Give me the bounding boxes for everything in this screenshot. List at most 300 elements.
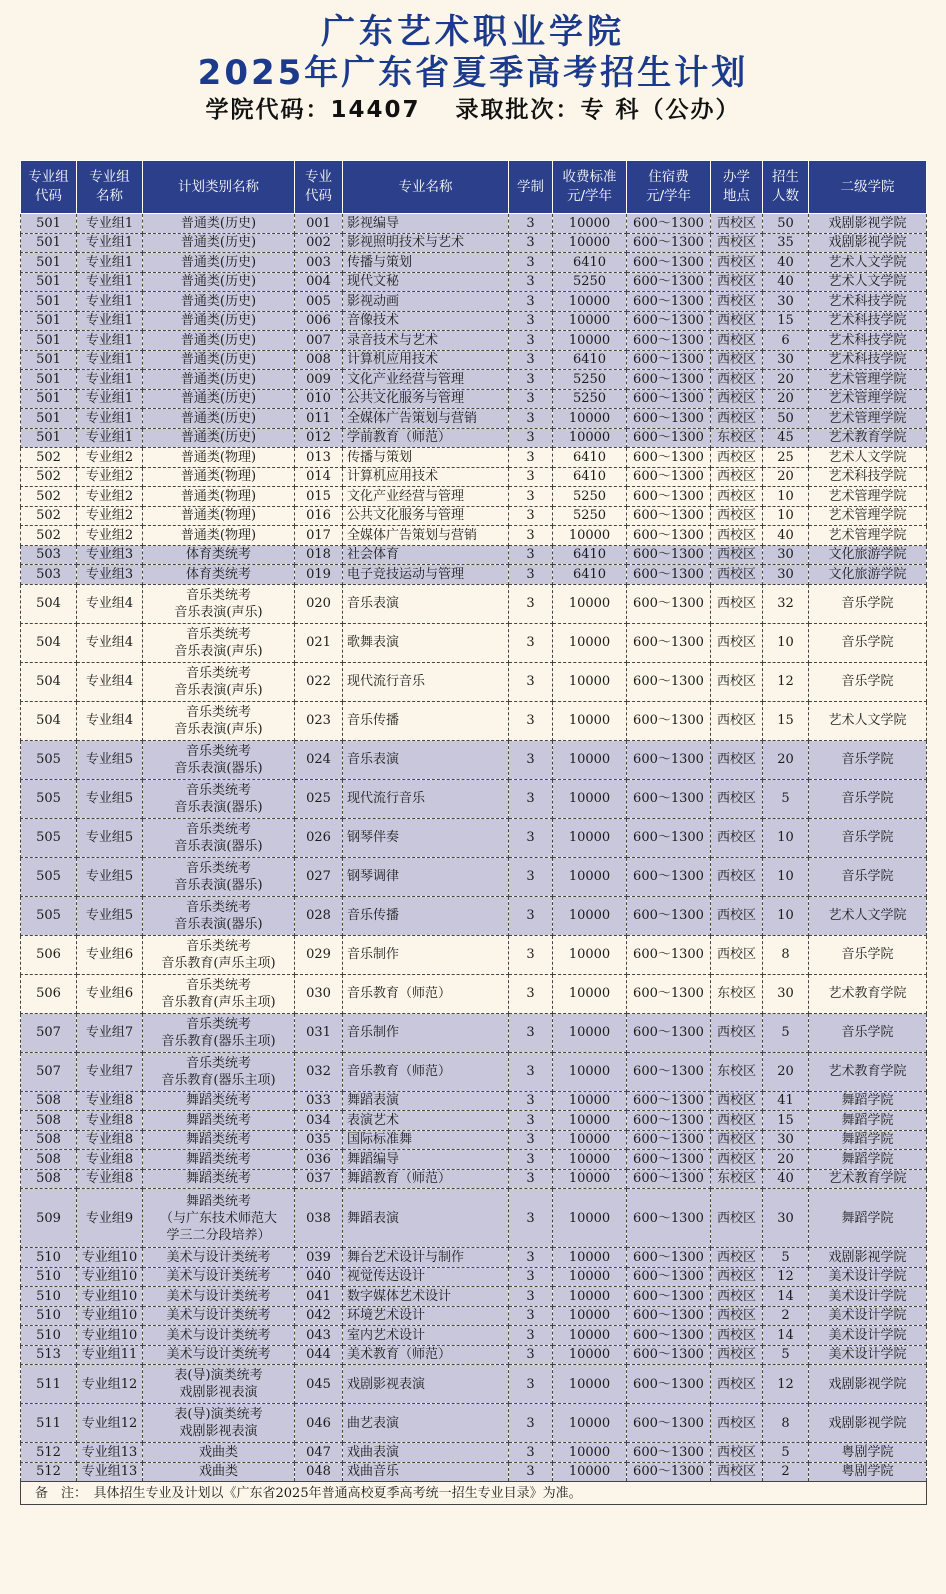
- cell-major-code: 003: [295, 253, 343, 273]
- cell-school: 艺术管理学院: [809, 526, 927, 546]
- cell-group-code: 508: [21, 1150, 77, 1170]
- cell-duration: 3: [509, 584, 553, 623]
- cell-major-name: 环境艺术设计: [343, 1306, 509, 1326]
- cell-group-name: 专业组10: [77, 1287, 143, 1307]
- cell-dorm-fee: 600～1300: [627, 389, 711, 409]
- cell-plan-category: 戏曲类: [143, 1462, 295, 1482]
- cell-group-name: 专业组1: [77, 311, 143, 331]
- cell-dorm-fee: 600～1300: [627, 974, 711, 1013]
- cell-plan-category: 体育类统考: [143, 545, 295, 565]
- cell-campus: 西校区: [711, 1013, 763, 1052]
- cell-major-code: 005: [295, 292, 343, 312]
- cell-group-code: 506: [21, 935, 77, 974]
- cell-plan-category: 普通类(物理): [143, 467, 295, 487]
- cell-group-code: 507: [21, 1052, 77, 1091]
- cell-dorm-fee: 600～1300: [627, 584, 711, 623]
- cell-school: 舞蹈学院: [809, 1111, 927, 1131]
- cell-campus: 西校区: [711, 623, 763, 662]
- cell-tuition: 10000: [553, 1091, 627, 1111]
- cell-dorm-fee: 600～1300: [627, 1013, 711, 1052]
- cell-tuition: 10000: [553, 1013, 627, 1052]
- cell-major-code: 028: [295, 896, 343, 935]
- cell-plan-category: 音乐类统考 音乐表演(器乐): [143, 857, 295, 896]
- cell-campus: 西校区: [711, 1111, 763, 1131]
- cell-major-code: 006: [295, 311, 343, 331]
- table-row: [21, 1404, 927, 1443]
- cell-major-name: 钢琴伴奏: [343, 818, 509, 857]
- col-school-header: 二级学院: [809, 161, 927, 214]
- cell-group-name: 专业组2: [77, 448, 143, 468]
- cell-campus: 西校区: [711, 467, 763, 487]
- cell-major-name: 音乐制作: [343, 935, 509, 974]
- cell-tuition: 10000: [553, 331, 627, 351]
- cell-quota: 20: [763, 740, 809, 779]
- cell-dorm-fee: 600～1300: [627, 857, 711, 896]
- cell-duration: 3: [509, 370, 553, 390]
- cell-campus: 西校区: [711, 1443, 763, 1463]
- cell-school: 艺术人文学院: [809, 272, 927, 292]
- cell-major-name: 舞蹈教育（师范）: [343, 1169, 509, 1189]
- table-row: [21, 428, 927, 448]
- cell-group-code: 510: [21, 1306, 77, 1326]
- cell-plan-category: 舞蹈类统考 （与广东技术师范大 学三二分段培养）: [143, 1189, 295, 1248]
- cell-tuition: 10000: [553, 1130, 627, 1150]
- cell-dorm-fee: 600～1300: [627, 1248, 711, 1268]
- cell-major-name: 录音技术与艺术: [343, 331, 509, 351]
- cell-dorm-fee: 600～1300: [627, 1189, 711, 1248]
- cell-plan-category: 音乐类统考 音乐表演(声乐): [143, 662, 295, 701]
- cell-major-name: 社会体育: [343, 545, 509, 565]
- cell-school: 美术设计学院: [809, 1287, 927, 1307]
- cell-dorm-fee: 600～1300: [627, 448, 711, 468]
- cell-school: 艺术管理学院: [809, 389, 927, 409]
- cell-major-name: 音乐教育（师范）: [343, 974, 509, 1013]
- cell-group-code: 510: [21, 1287, 77, 1307]
- table-header-row: [21, 161, 927, 214]
- cell-campus: 西校区: [711, 389, 763, 409]
- cell-major-name: 全媒体广告策划与营销: [343, 409, 509, 429]
- cell-major-name: 影视动画: [343, 292, 509, 312]
- cell-school: 艺术科技学院: [809, 467, 927, 487]
- cell-school: 音乐学院: [809, 623, 927, 662]
- cell-plan-category: 表(导)演类统考 戏剧影视表演: [143, 1365, 295, 1404]
- cell-school: 艺术人文学院: [809, 448, 927, 468]
- cell-dorm-fee: 600～1300: [627, 292, 711, 312]
- cell-major-code: 011: [295, 409, 343, 429]
- table-row: [21, 448, 927, 468]
- cell-major-name: 戏曲表演: [343, 1443, 509, 1463]
- cell-quota: 8: [763, 1404, 809, 1443]
- cell-dorm-fee: 600～1300: [627, 1091, 711, 1111]
- cell-tuition: 10000: [553, 1462, 627, 1482]
- cell-school: 艺术人文学院: [809, 253, 927, 273]
- cell-duration: 3: [509, 253, 553, 273]
- table-row: [21, 253, 927, 273]
- cell-group-code: 501: [21, 272, 77, 292]
- cell-quota: 40: [763, 253, 809, 273]
- cell-school: 舞蹈学院: [809, 1130, 927, 1150]
- cell-group-name: 专业组4: [77, 584, 143, 623]
- cell-quota: 5: [763, 779, 809, 818]
- cell-school: 艺术科技学院: [809, 350, 927, 370]
- cell-dorm-fee: 600～1300: [627, 565, 711, 585]
- table-row: [21, 818, 927, 857]
- cell-tuition: 10000: [553, 428, 627, 448]
- cell-plan-category: 普通类(历史): [143, 292, 295, 312]
- cell-quota: 10: [763, 857, 809, 896]
- cell-group-name: 专业组1: [77, 272, 143, 292]
- cell-campus: 西校区: [711, 331, 763, 351]
- cell-campus: 西校区: [711, 1150, 763, 1170]
- cell-group-code: 501: [21, 409, 77, 429]
- cell-campus: 西校区: [711, 1326, 763, 1346]
- cell-major-name: 现代文秘: [343, 272, 509, 292]
- cell-school: 文化旅游学院: [809, 545, 927, 565]
- cell-campus: 西校区: [711, 818, 763, 857]
- cell-plan-category: 舞蹈类统考: [143, 1111, 295, 1131]
- cell-dorm-fee: 600～1300: [627, 623, 711, 662]
- cell-quota: 10: [763, 487, 809, 507]
- cell-major-code: 040: [295, 1267, 343, 1287]
- col-dorm-fee-header: 住宿费 元/学年: [627, 161, 711, 214]
- cell-major-code: 010: [295, 389, 343, 409]
- cell-major-name: 舞蹈表演: [343, 1189, 509, 1248]
- cell-major-code: 046: [295, 1404, 343, 1443]
- cell-major-code: 035: [295, 1130, 343, 1150]
- cell-campus: 西校区: [711, 311, 763, 331]
- cell-plan-category: 音乐类统考 音乐教育(声乐主项): [143, 974, 295, 1013]
- cell-tuition: 10000: [553, 233, 627, 253]
- cell-group-code: 505: [21, 896, 77, 935]
- cell-major-name: 公共文化服务与管理: [343, 389, 509, 409]
- cell-school: 音乐学院: [809, 740, 927, 779]
- cell-dorm-fee: 600～1300: [627, 1443, 711, 1463]
- table-row: [21, 623, 927, 662]
- table-row: [21, 701, 927, 740]
- cell-major-code: 045: [295, 1365, 343, 1404]
- cell-duration: 3: [509, 389, 553, 409]
- cell-campus: 西校区: [711, 1130, 763, 1150]
- cell-major-name: 曲艺表演: [343, 1404, 509, 1443]
- cell-group-name: 专业组13: [77, 1462, 143, 1482]
- table-row: [21, 1326, 927, 1346]
- cell-dorm-fee: 600～1300: [627, 662, 711, 701]
- cell-major-code: 019: [295, 565, 343, 585]
- cell-campus: 西校区: [711, 506, 763, 526]
- cell-group-name: 专业组3: [77, 545, 143, 565]
- cell-tuition: 10000: [553, 974, 627, 1013]
- table-row: [21, 1287, 927, 1307]
- cell-major-name: 传播与策划: [343, 253, 509, 273]
- cell-major-name: 歌舞表演: [343, 623, 509, 662]
- college-code-batch: 学院代码：14407 录取批次：专 科（公办）: [205, 97, 741, 123]
- cell-major-code: 037: [295, 1169, 343, 1189]
- cell-plan-category: 表(导)演类统考 戏剧影视表演: [143, 1404, 295, 1443]
- cell-major-name: 舞蹈编导: [343, 1150, 509, 1170]
- cell-duration: 3: [509, 350, 553, 370]
- cell-duration: 3: [509, 448, 553, 468]
- cell-campus: 西校区: [711, 350, 763, 370]
- table-row: [21, 1365, 927, 1404]
- cell-quota: 32: [763, 584, 809, 623]
- table-row: [21, 1443, 927, 1463]
- cell-group-name: 专业组10: [77, 1248, 143, 1268]
- cell-quota: 12: [763, 662, 809, 701]
- cell-tuition: 10000: [553, 214, 627, 234]
- cell-group-code: 511: [21, 1404, 77, 1443]
- cell-group-name: 专业组3: [77, 565, 143, 585]
- cell-tuition: 10000: [553, 623, 627, 662]
- cell-plan-category: 普通类(历史): [143, 253, 295, 273]
- cell-tuition: 10000: [553, 1443, 627, 1463]
- cell-quota: 10: [763, 623, 809, 662]
- table-row: [21, 1013, 927, 1052]
- cell-school: 粤剧学院: [809, 1443, 927, 1463]
- cell-campus: 西校区: [711, 662, 763, 701]
- cell-quota: 41: [763, 1091, 809, 1111]
- table-row: [21, 1306, 927, 1326]
- cell-dorm-fee: 600～1300: [627, 428, 711, 448]
- table-row: [21, 214, 927, 234]
- cell-group-code: 508: [21, 1111, 77, 1131]
- table-row: [21, 1111, 927, 1131]
- cell-school: 艺术管理学院: [809, 370, 927, 390]
- cell-duration: 3: [509, 526, 553, 546]
- cell-plan-category: 舞蹈类统考: [143, 1150, 295, 1170]
- cell-dorm-fee: 600～1300: [627, 1052, 711, 1091]
- cell-quota: 5: [763, 1013, 809, 1052]
- cell-duration: 3: [509, 1267, 553, 1287]
- cell-plan-category: 普通类(历史): [143, 311, 295, 331]
- cell-group-code: 513: [21, 1345, 77, 1365]
- cell-plan-category: 普通类(历史): [143, 214, 295, 234]
- table-row: [21, 896, 927, 935]
- cell-group-name: 专业组4: [77, 662, 143, 701]
- cell-duration: 3: [509, 292, 553, 312]
- cell-duration: 3: [509, 311, 553, 331]
- col-plan-category-header: 计划类别名称: [143, 161, 295, 214]
- cell-duration: 3: [509, 1326, 553, 1346]
- cell-major-code: 034: [295, 1111, 343, 1131]
- cell-group-code: 501: [21, 350, 77, 370]
- cell-major-code: 013: [295, 448, 343, 468]
- cell-duration: 3: [509, 487, 553, 507]
- cell-group-name: 专业组5: [77, 740, 143, 779]
- cell-school: 音乐学院: [809, 779, 927, 818]
- cell-school: 粤剧学院: [809, 1462, 927, 1482]
- cell-dorm-fee: 600～1300: [627, 1404, 711, 1443]
- cell-tuition: 10000: [553, 857, 627, 896]
- cell-duration: 3: [509, 1150, 553, 1170]
- cell-duration: 3: [509, 214, 553, 234]
- table-row: [21, 740, 927, 779]
- cell-campus: 西校区: [711, 857, 763, 896]
- cell-campus: 西校区: [711, 545, 763, 565]
- cell-duration: 3: [509, 1091, 553, 1111]
- cell-campus: 西校区: [711, 1287, 763, 1307]
- cell-group-code: 504: [21, 584, 77, 623]
- cell-major-name: 表演艺术: [343, 1111, 509, 1131]
- cell-duration: 3: [509, 1248, 553, 1268]
- table-row: [21, 487, 927, 507]
- cell-duration: 3: [509, 818, 553, 857]
- cell-dorm-fee: 600～1300: [627, 1150, 711, 1170]
- cell-campus: 西校区: [711, 370, 763, 390]
- cell-group-code: 505: [21, 857, 77, 896]
- cell-group-code: 503: [21, 565, 77, 585]
- cell-major-name: 钢琴调律: [343, 857, 509, 896]
- cell-dorm-fee: 600～1300: [627, 370, 711, 390]
- cell-campus: 西校区: [711, 448, 763, 468]
- cell-quota: 5: [763, 1345, 809, 1365]
- cell-duration: 3: [509, 331, 553, 351]
- cell-group-name: 专业组2: [77, 467, 143, 487]
- cell-quota: 8: [763, 935, 809, 974]
- cell-tuition: 10000: [553, 1189, 627, 1248]
- cell-campus: 西校区: [711, 487, 763, 507]
- page-subtitle: 2025年广东省夏季高考招生计划: [197, 53, 749, 93]
- cell-tuition: 5250: [553, 272, 627, 292]
- cell-quota: 20: [763, 1052, 809, 1091]
- cell-campus: 西校区: [711, 565, 763, 585]
- cell-tuition: 10000: [553, 1267, 627, 1287]
- cell-group-code: 508: [21, 1130, 77, 1150]
- cell-school: 音乐学院: [809, 857, 927, 896]
- cell-tuition: 10000: [553, 1111, 627, 1131]
- cell-quota: 12: [763, 1365, 809, 1404]
- cell-quota: 25: [763, 448, 809, 468]
- cell-tuition: 10000: [553, 1169, 627, 1189]
- cell-dorm-fee: 600～1300: [627, 253, 711, 273]
- cell-group-code: 508: [21, 1169, 77, 1189]
- cell-tuition: 10000: [553, 740, 627, 779]
- cell-campus: 西校区: [711, 740, 763, 779]
- table-row: [21, 974, 927, 1013]
- cell-dorm-fee: 600～1300: [627, 935, 711, 974]
- cell-group-code: 501: [21, 214, 77, 234]
- cell-group-code: 506: [21, 974, 77, 1013]
- cell-duration: 3: [509, 545, 553, 565]
- cell-tuition: 10000: [553, 662, 627, 701]
- cell-plan-category: 普通类(历史): [143, 233, 295, 253]
- cell-quota: 20: [763, 370, 809, 390]
- cell-group-code: 501: [21, 428, 77, 448]
- cell-campus: 西校区: [711, 233, 763, 253]
- cell-group-code: 505: [21, 818, 77, 857]
- cell-group-name: 专业组1: [77, 428, 143, 448]
- cell-major-code: 047: [295, 1443, 343, 1463]
- cell-major-code: 032: [295, 1052, 343, 1091]
- cell-quota: 30: [763, 974, 809, 1013]
- cell-tuition: 10000: [553, 896, 627, 935]
- cell-tuition: 10000: [553, 779, 627, 818]
- cell-major-name: 舞蹈表演: [343, 1091, 509, 1111]
- cell-group-name: 专业组1: [77, 370, 143, 390]
- cell-dorm-fee: 600～1300: [627, 331, 711, 351]
- cell-tuition: 5250: [553, 506, 627, 526]
- cell-school: 音乐学院: [809, 935, 927, 974]
- cell-major-code: 043: [295, 1326, 343, 1346]
- cell-tuition: 10000: [553, 1365, 627, 1404]
- cell-school: 戏剧影视学院: [809, 214, 927, 234]
- cell-duration: 3: [509, 272, 553, 292]
- table-row: [21, 1091, 927, 1111]
- cell-plan-category: 音乐类统考 音乐教育(器乐主项): [143, 1052, 295, 1091]
- cell-major-code: 015: [295, 487, 343, 507]
- cell-major-code: 017: [295, 526, 343, 546]
- cell-plan-category: 普通类(历史): [143, 350, 295, 370]
- cell-quota: 30: [763, 1189, 809, 1248]
- cell-school: 舞蹈学院: [809, 1189, 927, 1248]
- cell-group-name: 专业组1: [77, 389, 143, 409]
- cell-group-code: 502: [21, 487, 77, 507]
- cell-tuition: 6410: [553, 448, 627, 468]
- cell-tuition: 6410: [553, 565, 627, 585]
- cell-tuition: 10000: [553, 1287, 627, 1307]
- col-tuition-header: 收费标准 元/学年: [553, 161, 627, 214]
- col-campus-header: 办学 地点: [711, 161, 763, 214]
- cell-school: 艺术教育学院: [809, 1169, 927, 1189]
- table-row: [21, 292, 927, 312]
- cell-major-code: 020: [295, 584, 343, 623]
- cell-dorm-fee: 600～1300: [627, 272, 711, 292]
- cell-group-name: 专业组5: [77, 779, 143, 818]
- table-row: [21, 1248, 927, 1268]
- cell-group-name: 专业组4: [77, 623, 143, 662]
- cell-tuition: 10000: [553, 584, 627, 623]
- table-row: [21, 233, 927, 253]
- table-row: [21, 1052, 927, 1091]
- cell-tuition: 10000: [553, 1345, 627, 1365]
- cell-quota: 20: [763, 1150, 809, 1170]
- cell-group-code: 503: [21, 545, 77, 565]
- table-row: [21, 389, 927, 409]
- cell-plan-category: 戏曲类: [143, 1443, 295, 1463]
- cell-campus: 西校区: [711, 526, 763, 546]
- cell-group-code: 511: [21, 1365, 77, 1404]
- cell-campus: 东校区: [711, 1052, 763, 1091]
- cell-quota: 6: [763, 331, 809, 351]
- cell-major-code: 030: [295, 974, 343, 1013]
- cell-dorm-fee: 600～1300: [627, 1169, 711, 1189]
- cell-quota: 30: [763, 1130, 809, 1150]
- cell-major-name: 传播与策划: [343, 448, 509, 468]
- cell-major-code: 031: [295, 1013, 343, 1052]
- cell-major-name: 计算机应用技术: [343, 350, 509, 370]
- cell-tuition: 5250: [553, 370, 627, 390]
- cell-group-name: 专业组10: [77, 1306, 143, 1326]
- cell-campus: 西校区: [711, 935, 763, 974]
- cell-group-code: 505: [21, 740, 77, 779]
- cell-school: 文化旅游学院: [809, 565, 927, 585]
- cell-dorm-fee: 600～1300: [627, 487, 711, 507]
- cell-group-name: 专业组8: [77, 1169, 143, 1189]
- cell-plan-category: 美术与设计类统考: [143, 1248, 295, 1268]
- cell-quota: 15: [763, 701, 809, 740]
- cell-duration: 3: [509, 623, 553, 662]
- cell-school: 艺术教育学院: [809, 1052, 927, 1091]
- cell-plan-category: 舞蹈类统考: [143, 1130, 295, 1150]
- cell-quota: 14: [763, 1287, 809, 1307]
- cell-major-code: 044: [295, 1345, 343, 1365]
- cell-group-name: 专业组8: [77, 1150, 143, 1170]
- cell-quota: 5: [763, 1248, 809, 1268]
- cell-major-code: 024: [295, 740, 343, 779]
- cell-duration: 3: [509, 1404, 553, 1443]
- cell-dorm-fee: 600～1300: [627, 545, 711, 565]
- table-row: [21, 565, 927, 585]
- cell-tuition: 10000: [553, 292, 627, 312]
